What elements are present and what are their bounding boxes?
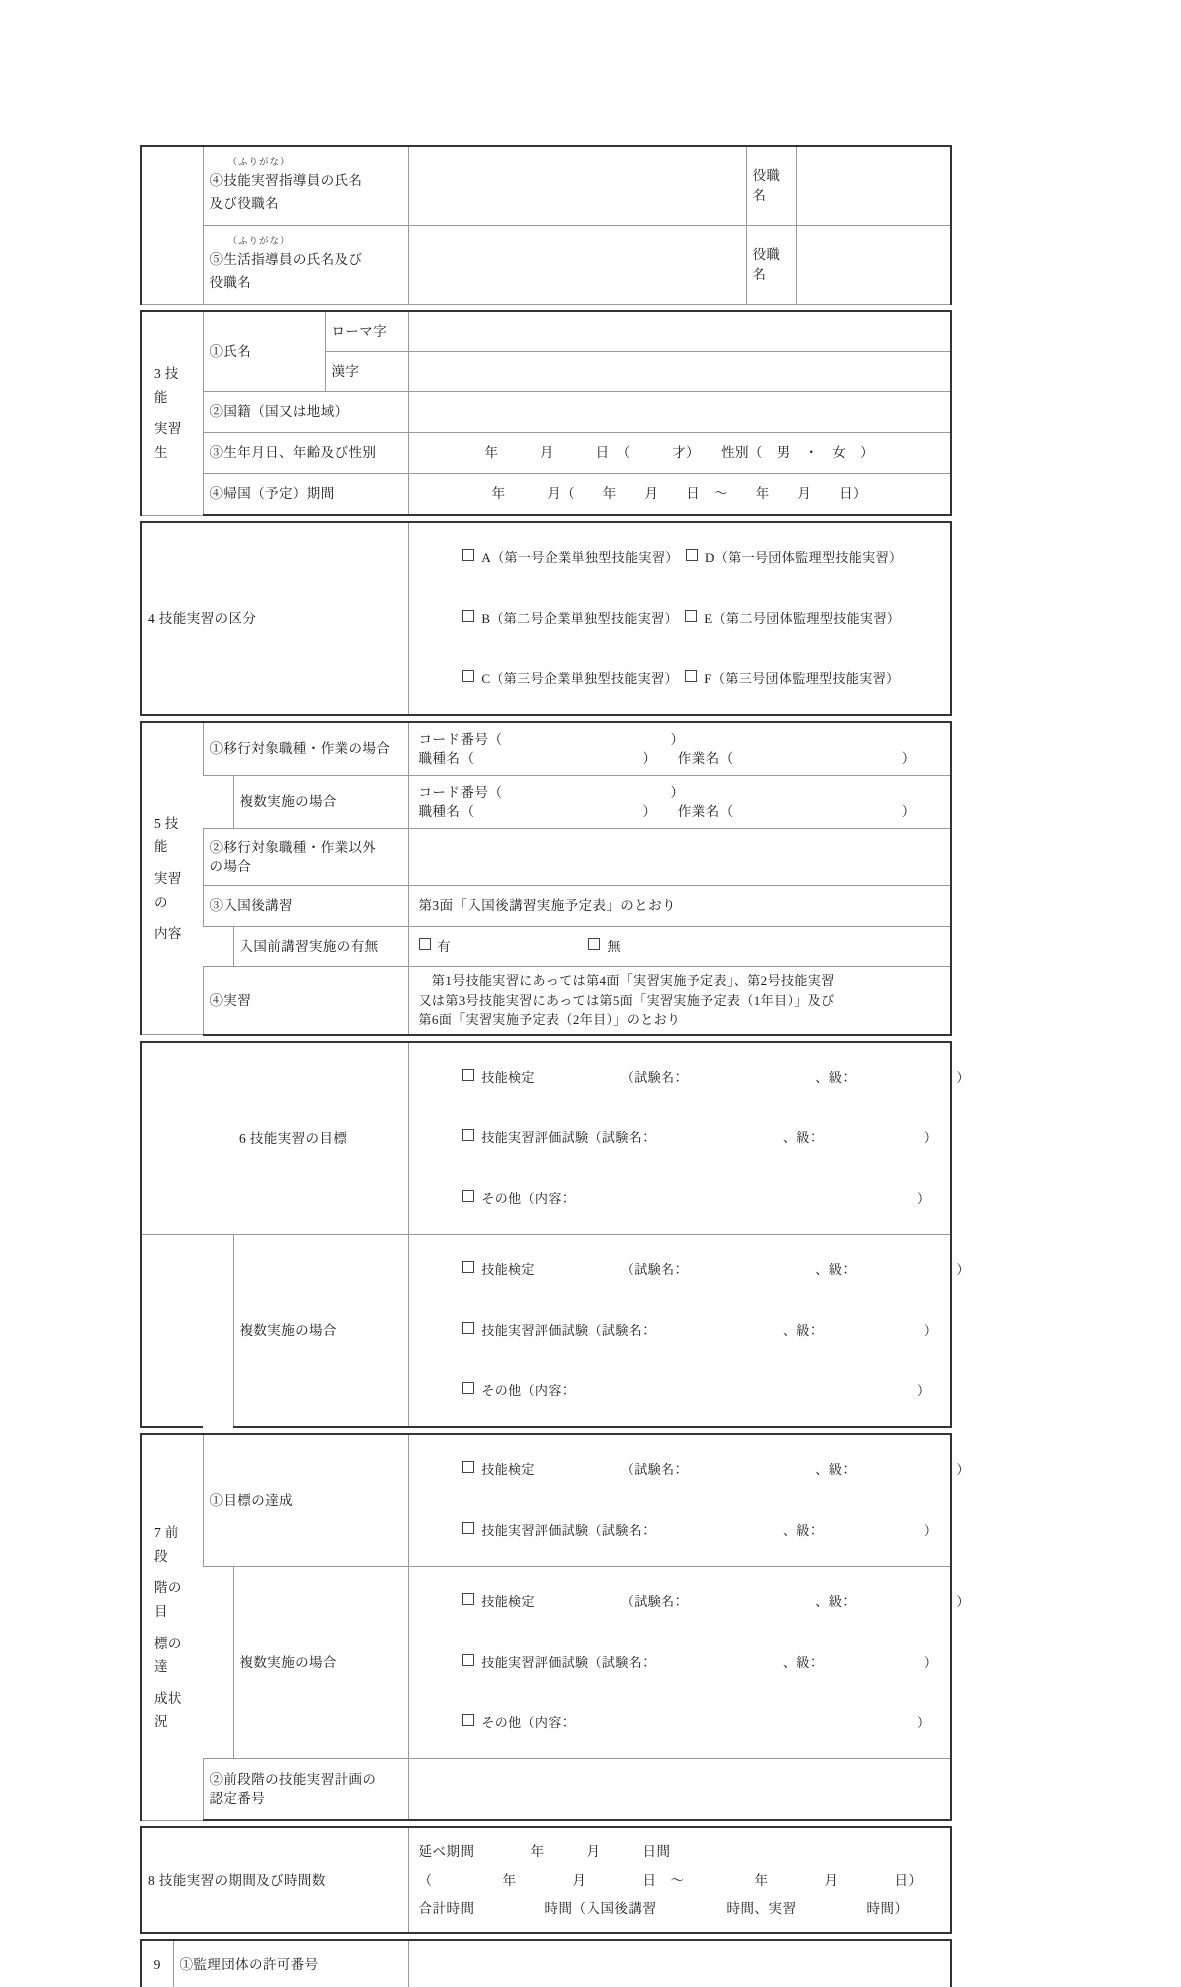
section6-option-3-detail[interactable]: ）: [568, 1190, 931, 1206]
life-advisor-post-label-line2: 名: [752, 267, 767, 282]
furigana-label: （ふりがな）: [227, 157, 291, 168]
pre-entry-yes-label[interactable]: 有: [437, 938, 451, 954]
checkbox-other-icon[interactable]: [462, 1190, 474, 1202]
practical-line3: 第6面「実習実施予定表（2年目）」のとおり: [418, 1012, 681, 1028]
section6-option-1: [419, 1048, 970, 1108]
previous-plan-number-label: [203, 1759, 408, 1821]
practical-line2: 又は第3号技能実習にあっては第5面「実習実施予定表（1年目）」及び: [418, 992, 835, 1008]
table-row-section9: [141, 1940, 951, 1987]
section6-multiple-option-1: [419, 1240, 970, 1300]
goal-achievement-label: ①目標の達成: [203, 1434, 408, 1566]
section6-options: [408, 1042, 970, 1235]
section6-multiple-option-2-detail[interactable]: （試験名： 、級： ）: [588, 1322, 938, 1338]
instructor-label-line1: ④技能実習指導員の氏名: [209, 173, 363, 189]
section8-line2[interactable]: （ 年 月 日 ～ 年 月 日）: [418, 1872, 923, 1888]
practical-value: [408, 967, 951, 1035]
section7-multiple-option-2-label[interactable]: 技能実習評価試験: [481, 1654, 589, 1670]
section5-title-line3: 内容: [154, 926, 182, 942]
table-row-goal-achievement: [141, 1434, 951, 1566]
section7-option-2-detail[interactable]: （試験名： 、級： ）: [588, 1522, 938, 1538]
table-row-life-advisor: [141, 226, 951, 305]
section6-title: 6 技能実習の目標: [233, 1042, 408, 1235]
section6-multiple-option-2-label[interactable]: 技能実習評価試験: [481, 1322, 589, 1338]
section7-multiple-option-3-detail[interactable]: ）: [568, 1715, 931, 1731]
checkbox-line-1: [419, 528, 941, 588]
trainee-name-romaji-label: ローマ字: [325, 311, 408, 352]
checkbox-eval-test-icon[interactable]: [462, 1129, 474, 1141]
left-spine-blank-1: [141, 146, 203, 305]
section3-title-line2: 実習生: [154, 421, 182, 460]
block-section9-supervising-org: [140, 1939, 952, 1987]
trainee-nationality-input[interactable]: [408, 392, 951, 433]
section7-multiple-option-3-label[interactable]: その他（内容：: [481, 1715, 569, 1731]
checkbox-line-3: [419, 649, 941, 709]
section6-option-2-detail[interactable]: （試験名： 、級： ）: [588, 1130, 938, 1146]
table-row-birth: [141, 433, 951, 474]
transfer-target-label: ①移行対象職種・作業の場合: [203, 722, 408, 776]
life-advisor-post-input[interactable]: [796, 226, 951, 305]
pre-entry-no-label[interactable]: 無: [607, 938, 621, 954]
block-section6-goals: [140, 1041, 970, 1429]
indent-spacer-4: [203, 1567, 233, 1759]
checkbox-skill-test-icon[interactable]: [462, 1461, 474, 1473]
trainee-return-value[interactable]: 年 月（ 年 月 日 ～ 年 月 日）: [408, 474, 951, 516]
transfer-multiple-label: 複数実施の場合: [233, 776, 408, 829]
section6-title-spacer: [141, 1042, 233, 1235]
checkbox-other-icon[interactable]: [462, 1714, 474, 1726]
section7-multiple-option-1-detail[interactable]: （試験名： 、級： ）: [620, 1594, 970, 1610]
trainee-name-kanji-label: 漢字: [325, 352, 408, 392]
section6-multiple-options: [408, 1235, 970, 1428]
table-row-section7-multiple: [141, 1567, 951, 1759]
checkbox-E-icon[interactable]: [685, 610, 697, 622]
pre-entry-no-option[interactable]: [588, 939, 620, 954]
table-row-non-transfer: [141, 829, 951, 886]
section6-multiple-option-2: [419, 1300, 941, 1360]
section7-multiple-option-3: [419, 1693, 941, 1753]
section7-title-cell: [141, 1434, 203, 1820]
section8-line3[interactable]: 合計時間 時間（入国後講習 時間、実習 時間）: [418, 1901, 909, 1917]
previous-plan-number-label-line2: 認定番号: [209, 1791, 266, 1807]
non-transfer-input[interactable]: [408, 829, 951, 886]
non-transfer-label-line2: の場合: [209, 859, 252, 875]
section4-title: 4 技能実習の区分: [141, 522, 408, 715]
section7-option-2-label[interactable]: 技能実習評価試験: [481, 1522, 589, 1538]
previous-plan-number-label-line1: ②前段階の技能実習計画の: [209, 1771, 377, 1787]
table-row-section6-main: [141, 1042, 951, 1235]
instructor-post-label-line2: 名: [752, 188, 767, 203]
checkbox-line-2: [419, 588, 941, 648]
section6-multiple-option-1-label[interactable]: 技能検定: [481, 1262, 535, 1278]
section9-number: 9: [141, 1940, 173, 1987]
furigana-label: （ふりがな）: [227, 236, 291, 247]
section7-multiple-option-2: [419, 1633, 941, 1693]
section9-input[interactable]: [408, 1940, 951, 1987]
option-F-label[interactable]: F（第三号団体監理型技能実習）: [704, 670, 900, 686]
table-row-post-entry-training: [141, 886, 951, 927]
transfer-multiple-job-line[interactable]: 職種名（ ） 作業名（ ）: [418, 804, 916, 820]
section6-multiple-option-3-detail[interactable]: ）: [568, 1383, 931, 1399]
checkbox-skill-test-icon[interactable]: [462, 1261, 474, 1273]
practical-label: ④実習: [203, 967, 408, 1035]
section6-multiple-option-3: [419, 1361, 941, 1421]
instructor-label-cell: [203, 146, 408, 226]
table-row-transfer-target: [141, 722, 951, 776]
section5-title-cell: [141, 722, 203, 1035]
post-entry-training-label: ③入国後講習: [203, 886, 408, 927]
life-advisor-post-label: [746, 226, 796, 305]
checkbox-other-icon[interactable]: [462, 1382, 474, 1394]
indent-spacer-1: [203, 776, 233, 829]
checkbox-eval-test-icon[interactable]: [462, 1322, 474, 1334]
table-row-return-period: [141, 474, 951, 516]
indent-spacer-3: [203, 1235, 233, 1428]
section3-title-cell: [141, 311, 203, 515]
life-advisor-label-cell: [203, 226, 408, 305]
section7-multiple-option-1: [419, 1572, 970, 1632]
table-row-section6-multiple: [141, 1235, 951, 1428]
trainee-birth-value[interactable]: 年 月 日 （ 才） 性別（ 男 ・ 女 ）: [408, 433, 951, 474]
trainee-nationality-label: ②国籍（国又は地域）: [203, 392, 408, 433]
checkbox-C-icon[interactable]: [462, 670, 474, 682]
previous-plan-number-input[interactable]: [408, 1759, 951, 1821]
checkbox-F-icon[interactable]: [685, 670, 697, 682]
indent-spacer-2: [203, 927, 233, 967]
transfer-target-value: [408, 722, 951, 776]
table-row-section4: [141, 522, 951, 715]
checkbox-D-icon[interactable]: [686, 549, 698, 561]
section7-title-line3: 標の達: [154, 1635, 182, 1675]
checkbox-A-icon[interactable]: [462, 549, 474, 561]
option-B-label[interactable]: B（第二号企業単独型技能実習）: [481, 610, 678, 626]
section6-option-3-label[interactable]: その他（内容：: [481, 1190, 569, 1206]
section9-label: ①監理団体の許可番号: [173, 1940, 408, 1987]
section7-title-line1: 7 前段: [154, 1525, 179, 1564]
section7-multiple-options: [408, 1567, 970, 1759]
block-section5-content: [140, 721, 952, 1036]
section5-title-line2: 実習の: [154, 870, 182, 910]
table-row-transfer-multiple: [141, 776, 951, 829]
trainee-birth-label: ③生年月日、年齢及び性別: [203, 433, 408, 474]
trainee-return-label: ④帰国（予定）期間: [203, 474, 408, 516]
table-row-previous-plan-number: [141, 1759, 951, 1821]
section6-multiple-option-1-detail[interactable]: （試験名： 、級： ）: [620, 1262, 970, 1278]
checkbox-eval-test-icon[interactable]: [462, 1654, 474, 1666]
table-row-practical: [141, 967, 951, 1035]
life-advisor-label-line1: ⑤生活指導員の氏名及び: [209, 252, 363, 268]
pre-entry-training-options: [408, 927, 951, 967]
checkbox-eval-test-icon[interactable]: [462, 1522, 474, 1534]
checkbox-B-icon[interactable]: [462, 610, 474, 622]
block-section3-trainee: [140, 310, 952, 516]
option-E-label[interactable]: E（第二号団体監理型技能実習）: [704, 610, 901, 626]
life-advisor-label-line2: 役職名: [209, 275, 252, 291]
section4-options: [408, 522, 951, 715]
block-supervisors: [140, 145, 952, 305]
form-table-wrapper: [140, 145, 970, 1987]
trainee-name-label: ①氏名: [203, 311, 325, 392]
section7-multiple-option-2-detail[interactable]: （試験名： 、級： ）: [588, 1654, 938, 1670]
section8-title: 8 技能実習の期間及び時間数: [141, 1827, 408, 1933]
life-advisor-name-input[interactable]: [408, 226, 746, 305]
life-advisor-post-label-line1: 役職: [752, 247, 781, 263]
instructor-name-input[interactable]: [408, 146, 746, 226]
section7-option-1-label[interactable]: 技能検定: [481, 1462, 535, 1478]
section7-title-line4: 成状況: [154, 1690, 182, 1730]
instructor-post-input[interactable]: [796, 146, 951, 226]
post-entry-training-value: 第3面「入国後講習実施予定表」のとおり: [408, 886, 951, 927]
transfer-multiple-value: [408, 776, 951, 829]
section5-title-line1: 5 技能: [154, 815, 179, 855]
checkbox-skill-test-icon[interactable]: [462, 1069, 474, 1081]
section7-option-1-detail[interactable]: （試験名： 、級： ）: [620, 1462, 970, 1478]
table-row-pre-entry-training: [141, 927, 951, 967]
table-row-nationality: [141, 392, 951, 433]
instructor-post-label-line1: 役職: [752, 168, 781, 184]
pre-entry-yes-option[interactable]: [419, 939, 451, 954]
instructor-label-line2: 及び役職名: [209, 196, 279, 212]
section7-option-2: [419, 1501, 941, 1561]
non-transfer-label-line1: ②移行対象職種・作業以外: [209, 839, 377, 855]
table-row-name-romaji: [141, 311, 951, 352]
section6-multiple-label: 複数実施の場合: [233, 1235, 408, 1428]
section6-multiple-option-3-label[interactable]: その他（内容：: [481, 1383, 569, 1399]
transfer-target-code-line[interactable]: コード番号（ ）: [418, 731, 685, 747]
block-section4-division: [140, 521, 952, 716]
option-C-label[interactable]: C（第三号企業単独型技能実習）: [481, 670, 678, 686]
section7-multiple-label: 複数実施の場合: [233, 1567, 408, 1759]
non-transfer-label: [203, 829, 408, 886]
block-section7-previous: [140, 1433, 970, 1821]
checkbox-yes-icon[interactable]: [419, 938, 431, 950]
section3-title-line1: 3 技能: [154, 366, 179, 405]
instructor-post-label: [746, 146, 796, 226]
option-A-label[interactable]: A（第一号企業単独型技能実習）: [481, 550, 679, 566]
goal-achievement-options: [408, 1434, 970, 1566]
table-row-section8: [141, 1827, 951, 1933]
trainee-name-kanji-input[interactable]: [408, 352, 951, 392]
practical-line1: 第1号技能実習にあっては第4面「実習実施予定表」、第2号技能実習: [418, 973, 835, 989]
section6-left-spine: [141, 1235, 203, 1428]
section6-option-2: [419, 1108, 941, 1168]
section8-line1[interactable]: 延べ期間 年 月 日間: [418, 1844, 671, 1860]
section8-value: [408, 1827, 951, 1933]
option-D-label[interactable]: D（第一号団体監理型技能実習）: [705, 550, 903, 566]
transfer-multiple-code-line[interactable]: コード番号（ ）: [418, 784, 685, 800]
table-row-instructor: [141, 146, 951, 226]
checkbox-no-icon[interactable]: [588, 938, 600, 950]
section7-multiple-option-1-label[interactable]: 技能検定: [481, 1594, 535, 1610]
section7-option-1: [419, 1440, 970, 1500]
trainee-name-romaji-input[interactable]: [408, 311, 951, 352]
checkbox-skill-test-icon[interactable]: [462, 1593, 474, 1605]
section7-title-line2: 階の目: [154, 1580, 182, 1619]
section6-option-3: [419, 1169, 941, 1229]
pre-entry-training-label: 入国前講習実施の有無: [233, 927, 408, 967]
section6-option-2-label[interactable]: 技能実習評価試験: [481, 1130, 589, 1146]
block-section8-period: [140, 1826, 952, 1934]
section6-option-1-detail[interactable]: （試験名： 、級： ）: [620, 1069, 970, 1085]
transfer-target-job-line[interactable]: 職種名（ ） 作業名（ ）: [418, 751, 916, 767]
section6-option-1-label[interactable]: 技能検定: [481, 1069, 535, 1085]
